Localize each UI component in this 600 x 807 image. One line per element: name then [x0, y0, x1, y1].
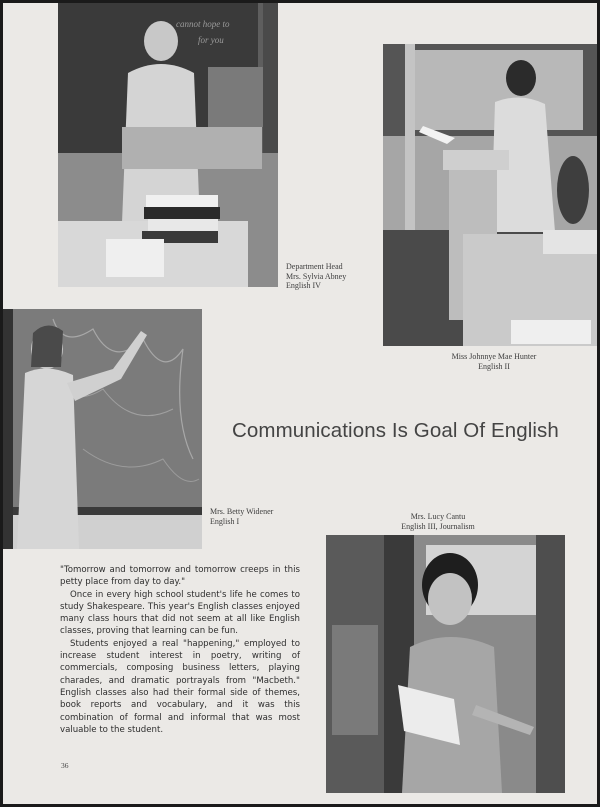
article-quote: "Tomorrow and tomorrow and tomorrow creeps in this petty place from day to day." — [60, 565, 300, 588]
article-body — [60, 564, 300, 736]
caption-widener — [210, 507, 273, 526]
caption-cantu — [388, 512, 488, 531]
photo-department-head — [58, 3, 278, 287]
caption-department-head — [286, 262, 346, 291]
article-paragraph-1: Once in every high school student's life he comes to study Shakespeare. This year's English classes enjoyed many class hours that did not seem at all like English classes, proving that learning can be fun. — [60, 589, 300, 637]
caption-name: Miss Johnnye Mae Hunter — [451, 352, 537, 361]
caption-name: Mrs. Lucy Cantu — [410, 512, 466, 521]
caption-class: English IV — [286, 281, 321, 290]
caption-name: Mrs. Betty Widener — [210, 507, 274, 516]
caption-hunter — [443, 352, 545, 371]
article-paragraph-2: Students enjoyed a real "happening," employed to increase student interest in poetry, writing of commercials, composing business letters, playing charades, and dramatic portrayals from "Macbeth." English classes also had their formal side of themes, book reports and vocabulary, and it was this combination of formal and informal that was most valuable to the student. — [60, 638, 300, 735]
caption-class: English II — [478, 361, 510, 371]
caption-class: English III, Journalism — [401, 521, 475, 531]
page-number: 36 — [61, 761, 69, 770]
chalkboard-text-2: for you — [198, 35, 224, 45]
caption-class: English I — [210, 516, 240, 526]
caption-title: Department Head — [286, 262, 343, 271]
yearbook-page — [3, 3, 597, 804]
photo-hunter — [383, 44, 597, 346]
caption-name: Mrs. Sylvia Abney — [286, 271, 347, 281]
photo-cantu — [326, 535, 565, 793]
page-headline: Communications Is Goal Of English — [232, 419, 559, 442]
photo-widener — [3, 309, 202, 549]
chalkboard-text-1: cannot hope to — [176, 19, 230, 29]
